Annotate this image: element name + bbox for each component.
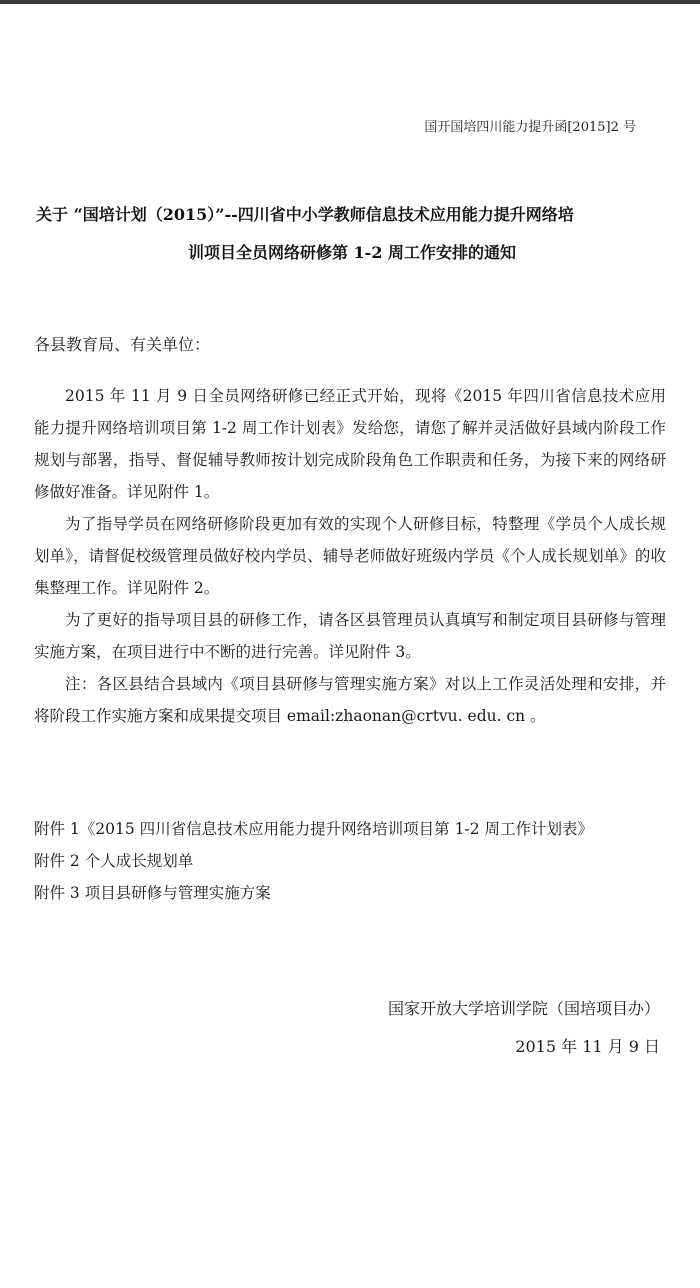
body-text bbox=[34, 380, 666, 732]
signature-block bbox=[388, 990, 660, 1066]
attachment-2: 附件 2 个人成长规划单 bbox=[34, 852, 194, 870]
attachments-list bbox=[34, 813, 593, 909]
paragraph-2: 为了指导学员在网络研修阶段更加有效的实现个人研修目标，特整理《学员个人成长规划单》，请督促校级管理员做好校内学员、辅导老师做好班级内学员《个人成长规划单》的收集整理工作。详见附件 2。 bbox=[34, 515, 666, 597]
title-line-2: 训项目全员网络研修第 1-2 周工作安排的通知 bbox=[187, 243, 517, 262]
document-number: 国开国培四川能力提升函[2015]2 号 bbox=[424, 120, 636, 135]
signature-organization: 国家开放大学培训学院（国培项目办） bbox=[387, 999, 660, 1018]
paragraph-note: 注：各区县结合县域内《项目县研修与管理实施方案》对以上工作灵活处理和安排，并将阶段工作实施方案和成果提交项目 email:zhaonan@crtvu. edu. cn 。 bbox=[34, 675, 666, 725]
salutation: 各县教育局、有关单位： bbox=[34, 335, 211, 354]
document-title bbox=[36, 196, 668, 272]
paragraph-1: 2015 年 11 月 9 日全员网络研修已经正式开始，现将《2015 年四川省信息技术应用能力提升网络培训项目第 1-2 周工作计划表》发给您，请您了解并灵活做好县域内阶段工作规划与部署，指导、督促辅导教师按计划完成阶段角色工作职责和任务，为接下来的网络研修做好准备。详见附件 1。 bbox=[34, 387, 666, 501]
attachment-1: 附件 1《2015 四川省信息技术应用能力提升网络培训项目第 1-2 周工作计划表》 bbox=[34, 820, 593, 838]
paragraph-3: 为了更好的指导项目县的研修工作，请各区县管理员认真填写和制定项目县研修与管理实施方案，在项目进行中不断的进行完善。详见附件 3。 bbox=[34, 611, 666, 661]
top-border bbox=[0, 0, 700, 4]
signature-date: 2015 年 11 月 9 日 bbox=[515, 1037, 660, 1056]
attachment-3: 附件 3 项目县研修与管理实施方案 bbox=[34, 884, 271, 902]
title-line-1: 关于 “国培计划（2015）”--四川省中小学教师信息技术应用能力提升网络培 bbox=[36, 205, 574, 224]
